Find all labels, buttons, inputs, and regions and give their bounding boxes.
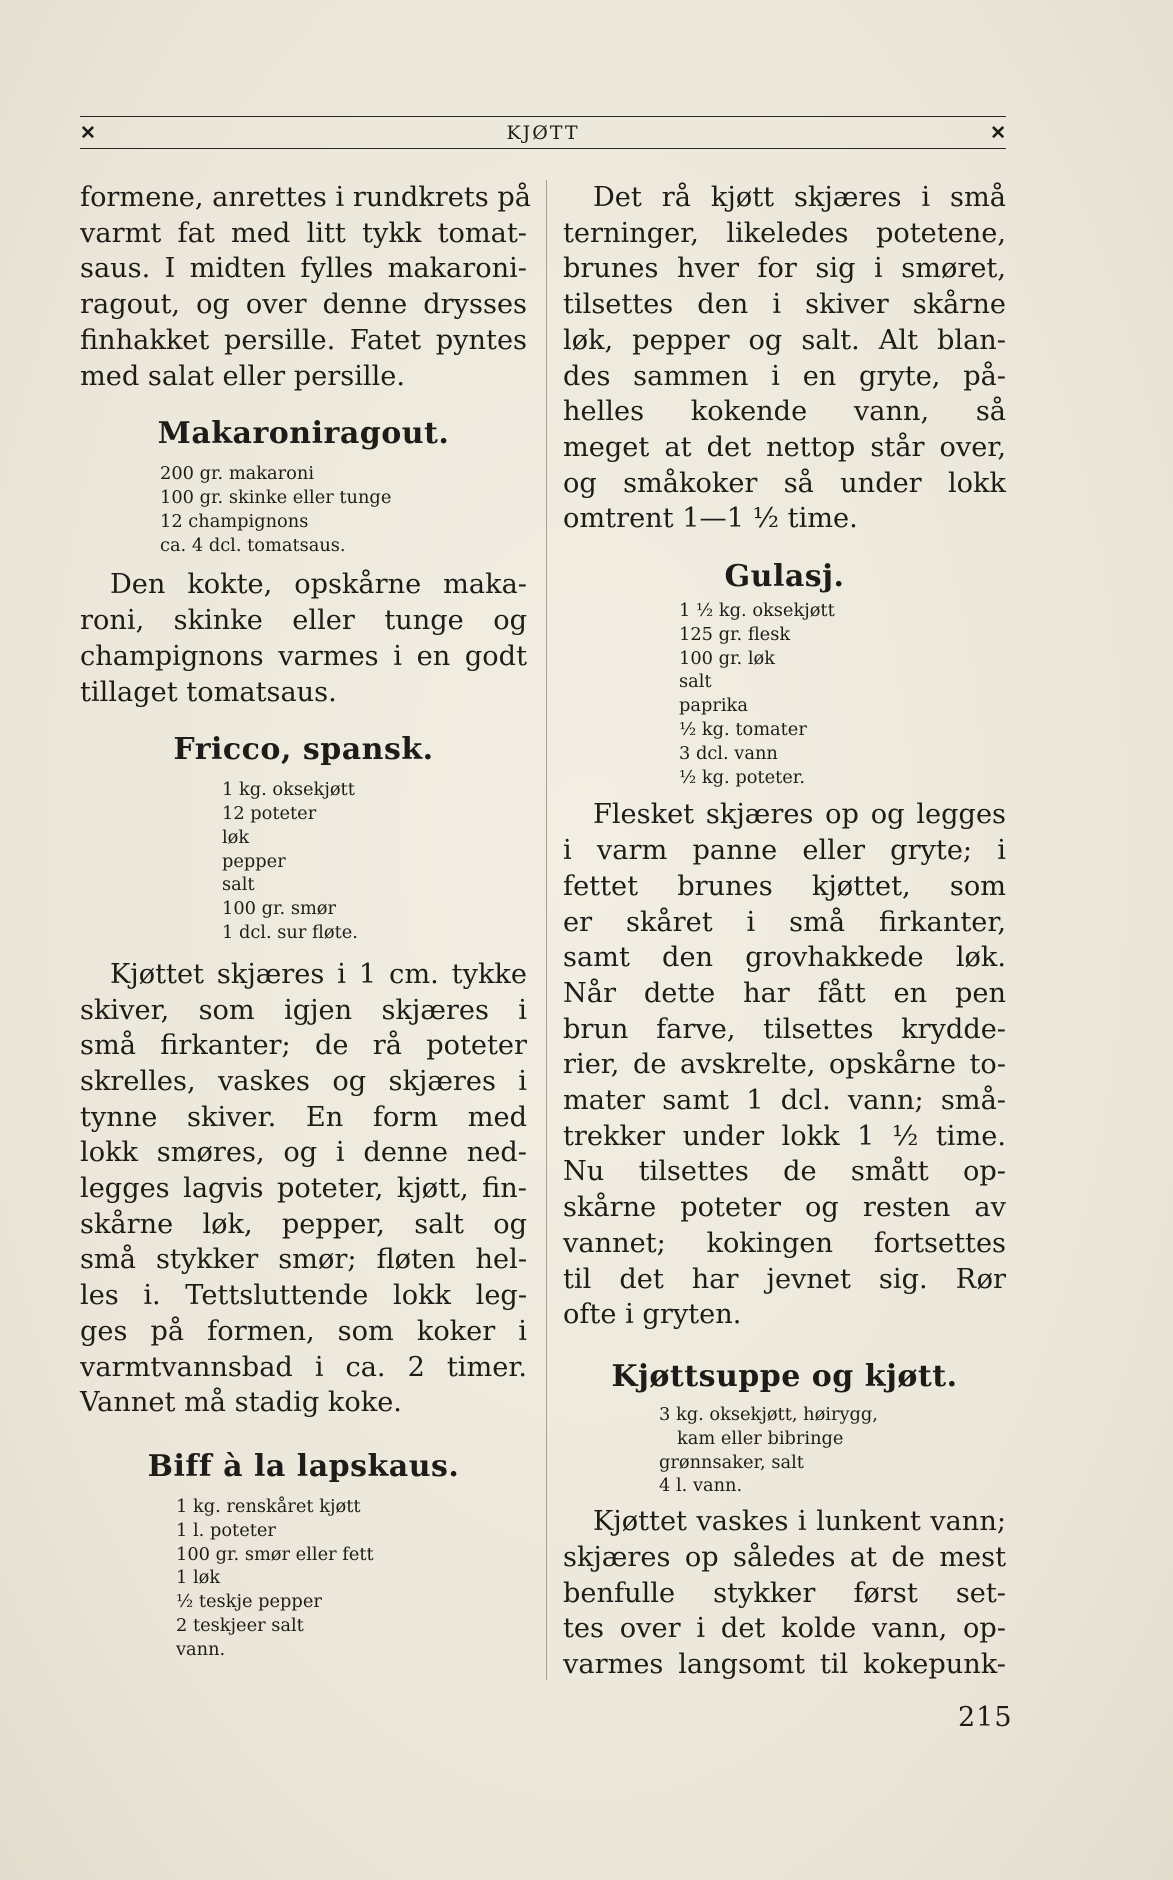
header-rule-bottom (80, 148, 1006, 149)
text-line: er skåret i små firkanter, (563, 906, 1006, 938)
ingredient-item: vann. (176, 1638, 226, 1660)
ingredient-list-kjottsuppe (563, 1403, 1006, 1498)
text-line: helles kokende vann, så (563, 396, 1006, 428)
recipe-heading-gulasj: Gulasj. (724, 559, 845, 595)
ingredient-item: 1 kg. oksekjøtt (222, 779, 355, 801)
text-line: samt den grovhakkede løk. (563, 942, 1006, 974)
ingredient-item: løk (222, 826, 250, 848)
ingredient-item: 12 champignons (160, 510, 309, 532)
text-line: benfulle stykker først set- (563, 1577, 1006, 1609)
text-line: brunes hver for sig i smøret, (563, 253, 1006, 285)
text-line: ragout, og over denne drysses (80, 289, 527, 321)
text-line: tes over i det kolde vann, op- (563, 1613, 1006, 1645)
text-line: Den kokte, opskårne maka- (110, 569, 527, 601)
text-line: Vannet må stadig koke. (80, 1387, 402, 1419)
text-line: og småkoker så under lokk (563, 467, 1006, 499)
header-title: KJØTT (506, 122, 580, 144)
text-line: mater samt 1 dcl. vann; små- (563, 1085, 1006, 1117)
ingredient-item: 3 dcl. vann (679, 742, 778, 764)
text-line: trekker under lokk 1 ½ time. (563, 1120, 1006, 1152)
recipe-text-gulasj (563, 797, 1006, 1333)
text-line: varmes langsomt til kokepunk- (563, 1648, 1006, 1680)
text-line: små stykker smør; fløten hel- (80, 1244, 527, 1276)
text-line: Nu tilsettes de smått op- (563, 1156, 1006, 1188)
text-line: ges på formen, som koker i (80, 1315, 527, 1347)
ingredient-list-biff (80, 1495, 527, 1662)
text-line: skiver, som igjen skjæres i (80, 994, 527, 1026)
text-line: saus. I midten fylles makaroni- (80, 253, 527, 285)
text-line: omtrent 1—1 ½ time. (563, 503, 858, 535)
text-line: Når dette har fått en pen (563, 977, 1006, 1009)
text-line: meget at det nettop står over, (563, 431, 1006, 463)
ingredient-item: 1 løk (176, 1567, 221, 1589)
ingredient-item: grønnsaker, salt (659, 1451, 804, 1473)
text-line: rier, de avskrelte, opskårne to- (563, 1049, 1006, 1081)
ingredient-item: 100 gr. smør (222, 898, 337, 920)
ingredient-item: paprika (679, 695, 748, 717)
text-line: tillaget tomatsaus. (80, 676, 337, 708)
text-line: skårne poteter og resten av (563, 1192, 1006, 1224)
recipe-text-biff (563, 180, 1006, 537)
column-divider (546, 180, 547, 1680)
ingredient-item: ½ teskje pepper (176, 1591, 322, 1613)
ingredient-item: 1 ½ kg. oksekjøtt (679, 600, 835, 622)
page-number: 215 (958, 1702, 1013, 1733)
right-column (563, 180, 1006, 1683)
recipe-heading-biff: Biff à la lapskaus. (147, 1448, 460, 1484)
text-line: små firkanter; de rå poteter (80, 1030, 527, 1062)
text-line: til det har jevnet sig. Rør (563, 1263, 1006, 1295)
ingredient-item: 100 gr. løk (679, 647, 775, 669)
ingredient-item: ca. 4 dcl. tomatsaus. (160, 534, 346, 556)
text-line: varmt fat med litt tykk tomat- (80, 217, 527, 249)
ingredient-item: pepper (222, 850, 286, 872)
ingredient-item: salt (679, 671, 712, 693)
ingredient-list-makaroniragout (80, 462, 527, 557)
text-line: des sammen i en gryte, på- (563, 360, 1006, 392)
left-column (80, 180, 531, 1662)
ingredient-list-fricco (80, 778, 527, 945)
ingredient-item: 12 poteter (222, 803, 317, 825)
text-line: formene, anrettes i rundkrets på (80, 182, 531, 213)
recipe-heading-kjottsuppe: Kjøttsuppe og kjøtt. (611, 1358, 958, 1394)
text-line: Kjøttet vaskes i lunkent vann; (593, 1506, 1006, 1538)
text-line: vannet; kokingen fortsettes (563, 1227, 1006, 1259)
ingredient-item: 100 gr. smør eller fett (176, 1543, 374, 1565)
text-line: fettet brunes kjøttet, som (563, 870, 1006, 902)
text-line: finhakket persille. Fatet pyntes (80, 324, 527, 356)
ingredient-item: 1 kg. renskåret kjøtt (176, 1495, 361, 1517)
ingredient-item: 200 gr. makaroni (160, 463, 315, 485)
text-line: skårne løk, pepper, salt og (80, 1208, 527, 1240)
running-header (80, 112, 1006, 152)
ingredient-list-gulasj (563, 599, 1006, 789)
text-line: les i. Tettsluttende lokk leg- (80, 1280, 527, 1312)
ingredient-item: kam eller bibringe (677, 1427, 844, 1449)
text-line: ofte i gryten. (563, 1299, 742, 1331)
recipe-text-fricco (80, 957, 527, 1421)
recipe-heading-makaroniragout: Makaroniragout. (157, 416, 450, 452)
header-ornament-right: ✕ (990, 122, 1006, 144)
recipe-heading-fricco: Fricco, spansk. (173, 732, 434, 768)
text-line: Det rå kjøtt skjæres i små (593, 182, 1006, 213)
text-line: skrelles, vaskes og skjæres i (80, 1065, 527, 1097)
text-line: i varm panne eller gryte; i (563, 835, 1006, 867)
ingredient-item: 3 kg. oksekjøtt, høirygg, (659, 1403, 878, 1425)
text-line: med salat eller persille. (80, 360, 406, 392)
text-line: Flesket skjæres op og legges (593, 799, 1006, 831)
text-line: løk, pepper og salt. Alt blan- (563, 324, 1006, 356)
ingredient-item: 2 teskjeer salt (176, 1614, 304, 1636)
ingredient-item: ½ kg. poteter. (679, 766, 805, 788)
ingredient-item: salt (222, 874, 255, 896)
ingredient-item: 125 gr. flesk (679, 623, 791, 645)
ingredient-item: 1 l. poteter (176, 1519, 276, 1541)
text-line: roni, skinke eller tunge og (80, 605, 527, 637)
text-line: tilsettes den i skiver skårne (563, 289, 1006, 321)
text-line: skjæres op således at de mest (563, 1541, 1006, 1573)
text-line: tynne skiver. En form med (80, 1101, 527, 1133)
ingredient-item: 1 dcl. sur fløte. (222, 922, 358, 943)
ingredient-item: 100 gr. skinke eller tunge (160, 487, 392, 509)
recipe-text-makaroniragout (80, 567, 527, 710)
text-line: brun farve, tilsettes krydde- (563, 1013, 1006, 1045)
header-rule-top (80, 116, 1006, 117)
ingredient-item: ½ kg. tomater (679, 719, 807, 741)
ingredient-item: 4 l. vann. (659, 1475, 743, 1497)
header-ornament-left: ✕ (80, 122, 96, 144)
text-line: legges lagvis poteter, kjøtt, fin- (80, 1173, 527, 1205)
text-line: champignons varmes i en godt (80, 640, 527, 672)
text-line: lokk smøres, og i denne ned- (80, 1137, 527, 1169)
text-line: Kjøttet skjæres i 1 cm. tykke (110, 958, 527, 990)
text-line: terninger, likeledes potetene, (563, 217, 1006, 249)
text-line: varmtvannsbad i ca. 2 timer. (80, 1351, 527, 1383)
paragraph-continuation (80, 180, 531, 394)
recipe-text-kjottsuppe (563, 1504, 1006, 1683)
